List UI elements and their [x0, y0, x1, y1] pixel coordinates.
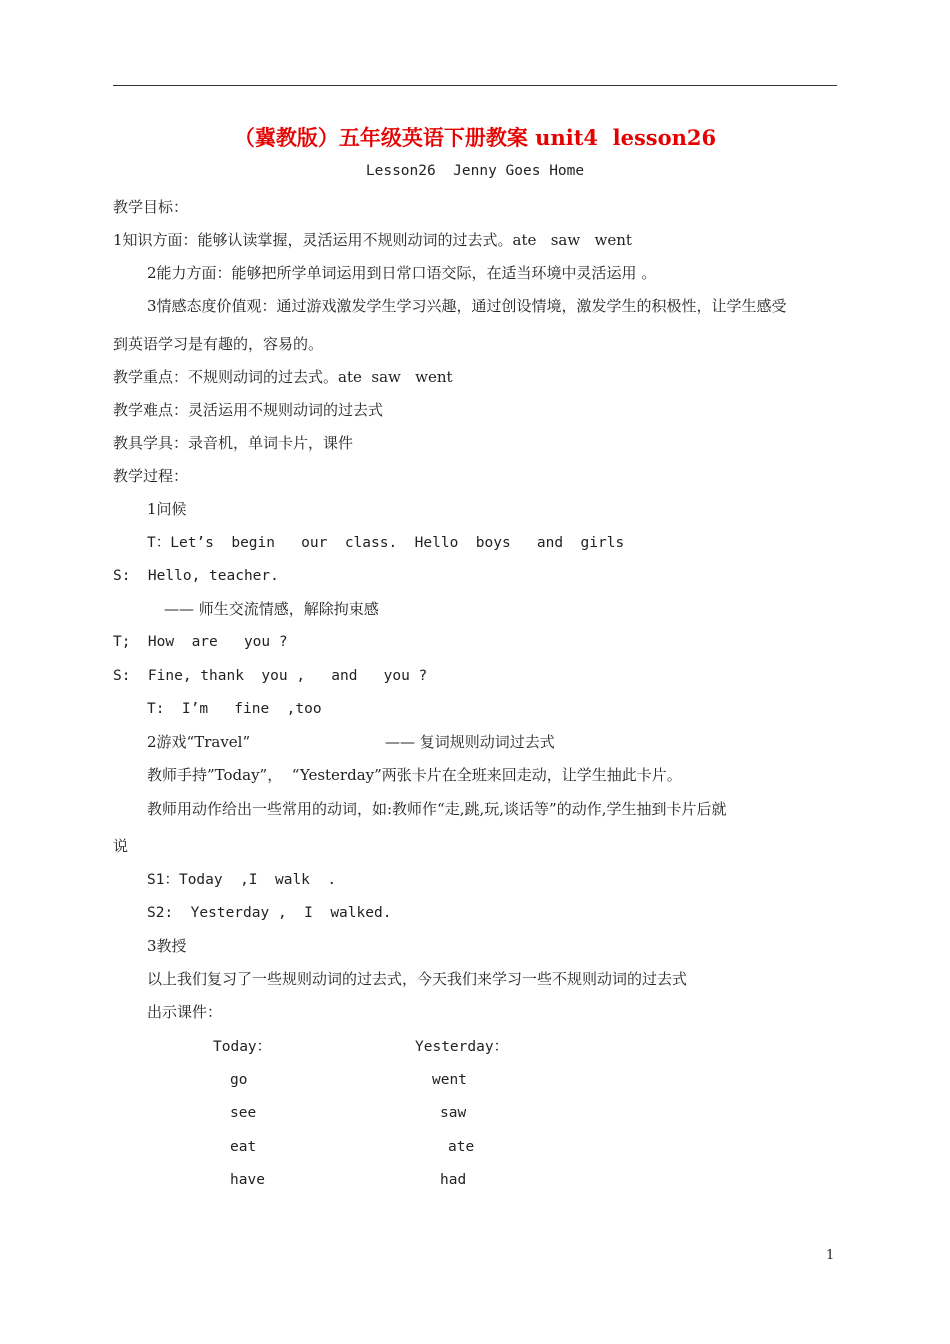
verb-present: eat — [230, 1139, 257, 1155]
text-line: 3教授 — [147, 937, 187, 955]
text-line: 教学重点：不规则动词的过去式。ate saw went — [113, 368, 453, 386]
text-line: 教学难点：灵活运用不规则动词的过去式 — [113, 401, 384, 419]
verb-present: see — [230, 1105, 257, 1121]
text-line: —— 师生交流情感，解除拘束感 — [164, 600, 379, 618]
verb-present: go — [230, 1072, 248, 1088]
header-rule — [113, 85, 837, 86]
text-line: 1知识方面：能够认读掌握，灵活运用不规则动词的过去式。ate saw went — [113, 231, 632, 249]
dialogue-line: T; How are you ? — [113, 634, 288, 650]
text-line: 教师手持”Today”， “Yesterday”两张卡片在全班来回走动，让学生抽此卡片。 — [147, 766, 682, 784]
table-head-yesterday: Yesterday： — [415, 1039, 509, 1055]
text-line: 2游戏“Travel” — [147, 733, 251, 751]
text-line: 教学目标： — [113, 198, 189, 216]
text-line: 以上我们复习了一些规则动词的过去式，今天我们来学习一些不规则动词的过去式 — [147, 970, 688, 988]
dialogue-line: S2: Yesterday , I walked. — [147, 905, 392, 921]
verb-past: went — [432, 1072, 467, 1088]
text-line: 教具学具：录音机，单词卡片，课件 — [113, 434, 354, 452]
text-line: 2能力方面：能够把所学单词运用到日常口语交际，在适当环境中灵活运用 。 — [147, 264, 657, 282]
text-line: 教学过程： — [113, 467, 189, 485]
dialogue-line: S: Hello, teacher. — [113, 568, 279, 584]
verb-present: have — [230, 1172, 265, 1188]
text-line: 到英语学习是有趣的，容易的。 — [113, 335, 324, 353]
text-line: 1问候 — [147, 500, 187, 518]
verb-past: had — [440, 1172, 467, 1188]
text-line: 说 — [113, 837, 129, 855]
page-number: 1 — [826, 1248, 835, 1263]
dialogue-line: T: I’m fine ,too — [147, 701, 322, 717]
document-title: （冀教版）五年级英语下册教案 unit4 lesson26 — [233, 125, 717, 150]
verb-past: saw — [440, 1105, 467, 1121]
lesson-subtitle: Lesson26 Jenny Goes Home — [365, 163, 585, 179]
table-head-today: Today： — [213, 1039, 272, 1055]
text-line: 教师用动作给出一些常用的动词，如:教师作“走,跳,玩,谈话等”的动作,学生抽到卡片后就 — [147, 800, 727, 818]
verb-past: ate — [448, 1139, 475, 1155]
dialogue-line: S: Fine, thank you , and you ? — [113, 668, 428, 684]
dialogue-line: S1：Today ,I walk . — [147, 872, 337, 888]
text-line: —— 复词规则动词过去式 — [385, 733, 555, 751]
text-line: 3情感态度价值观：通过游戏激发学生学习兴趣，通过创设情境，激发学生的积极性，让学生感受 — [147, 297, 787, 315]
text-line: 出示课件： — [147, 1003, 223, 1021]
dialogue-line: T：Let’s begin our class. Hello boys and girls — [147, 535, 625, 551]
